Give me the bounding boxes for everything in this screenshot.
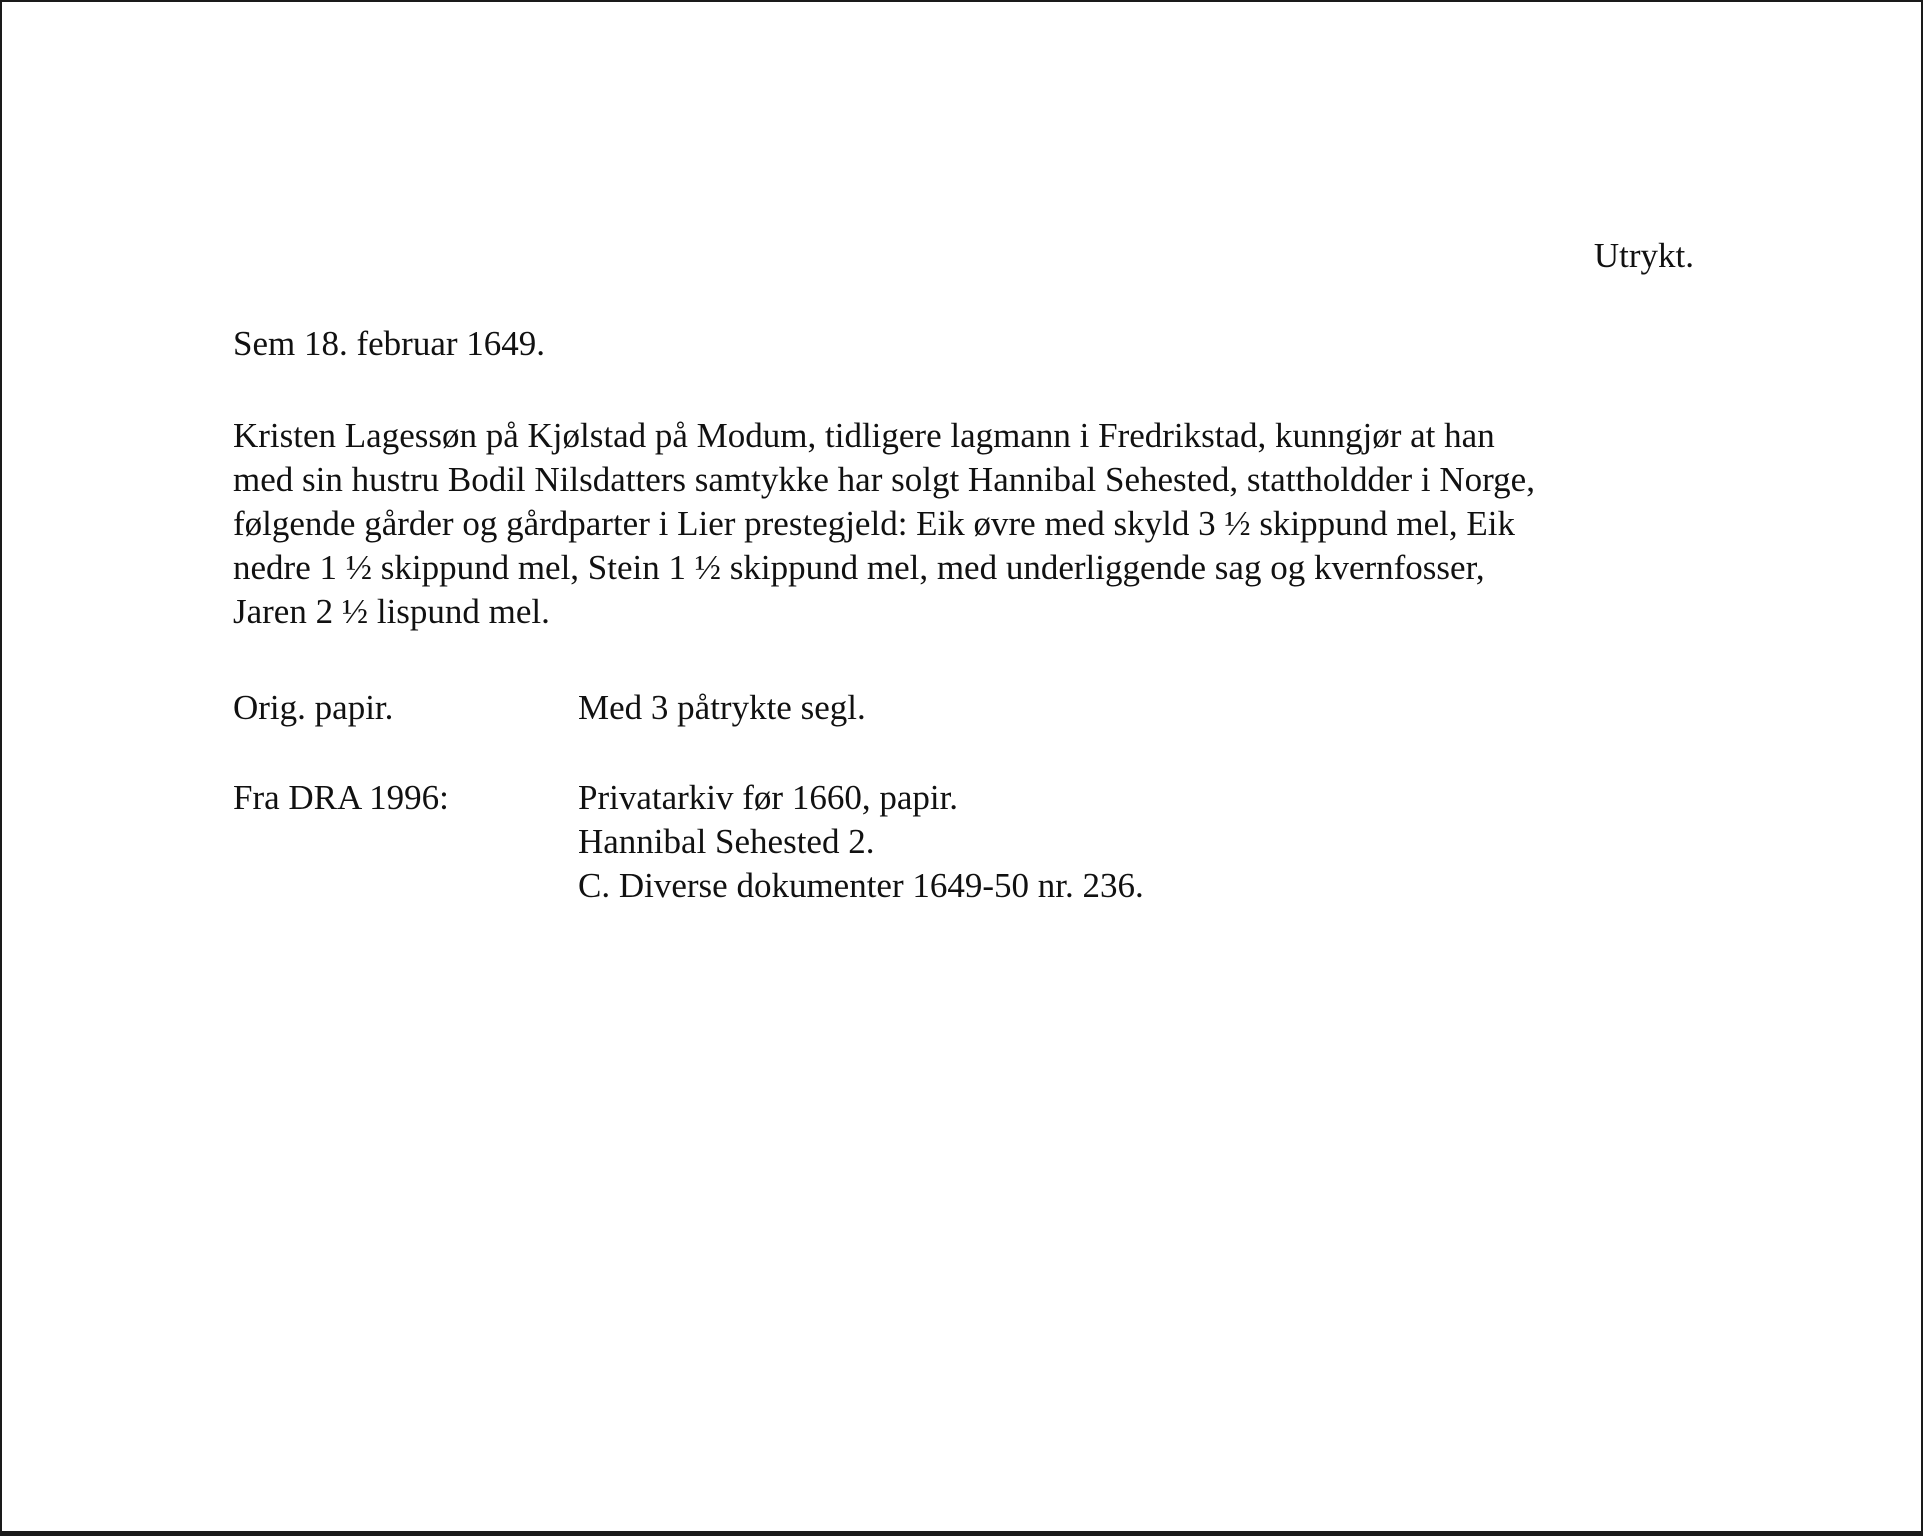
- bottom-border: [2, 1531, 1921, 1534]
- original-value: Med 3 påtrykte segl.: [578, 688, 866, 727]
- source-label: Fra DRA 1996:: [233, 778, 449, 817]
- summary-line: med sin hustru Bodil Nilsdatters samtykke har solgt Hannibal Sehested, stattholdder i Norge,: [233, 460, 1535, 499]
- print-status: Utrykt.: [1593, 236, 1694, 275]
- source-value: [578, 776, 1144, 908]
- summary-line: Kristen Lagessøn på Kjølstad på Modum, tidligere lagmann i Fredrikstad, kunngjør at han: [233, 416, 1495, 455]
- source-line: C. Diverse dokumenter 1649-50 nr. 236.: [578, 866, 1144, 905]
- summary-line: nedre 1 ½ skippund mel, Stein 1 ½ skippund mel, med underliggende sag og kvernfosser,: [233, 548, 1485, 587]
- original-label: Orig. papir.: [233, 688, 394, 727]
- document-date: Sem 18. februar 1649.: [233, 324, 546, 363]
- source-line: Privatarkiv før 1660, papir.: [578, 778, 959, 817]
- summary-line: følgende gårder og gårdparter i Lier prestegjeld: Eik øvre med skyld 3 ½ skippund mel, Eik: [233, 504, 1515, 543]
- source-line: Hannibal Sehested 2.: [578, 822, 875, 861]
- summary-line: Jaren 2 ½ lispund mel.: [233, 592, 550, 631]
- document-summary: [233, 414, 1693, 634]
